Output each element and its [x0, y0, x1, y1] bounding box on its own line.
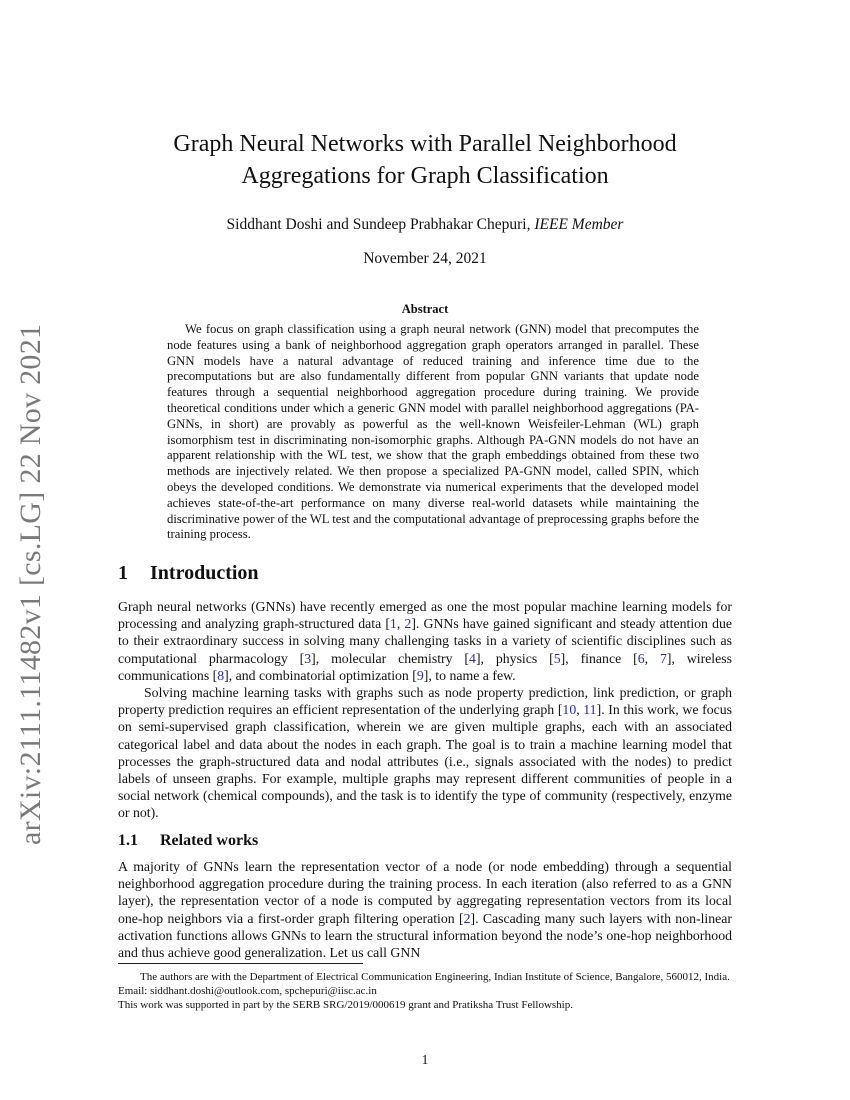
text-run: ], molecular chemistry [ — [311, 650, 470, 666]
section-number: 1 — [118, 562, 128, 584]
text-run: , — [396, 616, 405, 632]
text-run: A majority of GNNs learn the representation vector of a node (or node embedding) through a sequential neighborhood aggregation procedure during the training process. In each iteration (also referred to as a GNN layer), the representation vector of a node is computed by aggregating representation vectors from its local one-hop neighbors via a first-order graph filtering operation [ — [118, 859, 732, 926]
abstract-heading: Abstract — [401, 302, 449, 316]
text-run: ], wireless communications [ — [118, 650, 732, 683]
citation-link[interactable]: 1 — [389, 616, 397, 632]
citation-link[interactable]: 7 — [659, 650, 667, 666]
citation-link[interactable]: 9 — [416, 667, 424, 683]
citation-link[interactable]: 2 — [404, 616, 412, 632]
text-run: ]. GNNs have gained significant and steady attention due to their extraordinary success in solving many challenging tasks in a variety of scientific disciplines such as computational pharmacology [ — [118, 616, 732, 666]
footnote-divider — [118, 963, 363, 964]
citation-link[interactable]: 2 — [463, 910, 471, 926]
authors — [150, 216, 700, 234]
arxiv-identifier: arXiv:2111.11482v1 [cs.LG] 22 Nov 2021 — [14, 323, 47, 845]
section-number: 1.1 — [118, 832, 138, 849]
section-title: Introduction — [150, 562, 259, 584]
text-run: , — [644, 650, 660, 666]
citation-link[interactable]: 11 — [583, 702, 597, 718]
citation-link[interactable]: 8 — [217, 667, 225, 683]
abstract-body: We focus on graph classification using a graph neural network (GNN) model that precomputes the node features using a bank of neighborhood aggregation graph operators arranged in parallel. These GNN models have a natural advantage of reduced training and inference time due to the precomputations but are also fundamentally different from popular GNN variants that update node features through a sequential neighborhood aggregation procedure during training. We provide theoretical conditions under which a generic GNN model with parallel neighborhood aggregations (PA-GNNs, in short) are provably as powerful as the well-known Weisfeiler-Lehman (WL) graph isomorphism test in discriminating non-isomorphic graphs. Although PA-GNN models do not have an apparent relationship with the WL test, we show that the graph embeddings obtained from these two methods are injectively related. We then propose a specialized PA-GNN model, called SPIN, which obeys the developed conditions. We demonstrate via numerical experiments that the developed model achieves state-of-the-art performance on many diverse real-world datasets while maintaining the discriminative power of the WL test and the computational advantage of preprocessing graphs before the training process. — [167, 322, 699, 542]
citation-link[interactable]: 6 — [637, 650, 645, 666]
paper-title: Graph Neural Networks with Parallel Neighborhood Aggregations for Graph Classification — [173, 131, 677, 189]
text-run: ], to name a few. — [423, 667, 516, 683]
intro-paragraph-1 — [118, 598, 732, 684]
author-names: Siddhant Doshi and Sundeep Prabhakar Chepuri, — [226, 216, 535, 233]
text-run: ], physics [ — [475, 650, 554, 666]
intro-paragraph-2 — [118, 684, 732, 822]
citation-link[interactable]: 3 — [304, 650, 312, 666]
related-works-paragraph-1 — [118, 858, 732, 961]
section-title: Related works — [160, 832, 259, 849]
text-run: ]. In this work, we focus on semi-supervised graph classification, wherein we are given multiple graphs, each with an associated categorical label and data about the nodes in each graph. The goal is to train a machine learning model that processes the graph-structured data and nodal attributes (i.e., signals associated with the nodes) to predict labels of unseen graphs. For example, multiple graphs may represent different communities of people in a social network (chemical compounds), and the task is to identify the type of community (respectively, enzyme or not). — [118, 702, 732, 821]
footnotes — [118, 970, 732, 1012]
page-number: 1 — [421, 1052, 429, 1067]
text-run: ], finance [ — [560, 650, 638, 666]
citation-link[interactable]: 5 — [553, 650, 561, 666]
author-membership: IEEE Member — [534, 216, 624, 233]
paper-date: November 24, 2021 — [363, 250, 487, 267]
text-run: , — [576, 702, 584, 718]
text-run: Graph neural networks (GNNs) have recently emerged as one the most popular machine learning models for processing and analyzing graph-structured data [ — [118, 599, 732, 632]
text-run: Solving machine learning tasks with graphs such as node property prediction, link prediction, or graph property prediction requires an efficient representation of the underlying graph [ — [118, 685, 732, 718]
section-heading-introduction — [118, 562, 259, 585]
citation-link[interactable]: 10 — [562, 702, 577, 718]
text-run: ], and combinatorial optimization [ — [224, 667, 417, 683]
section-heading-related-works — [118, 832, 258, 850]
footnote-affiliation: The authors are with the Department of Electrical Communication Engineering, Indian Institute of Science, Bangalore, 560012, India. — [140, 971, 730, 983]
footnote-funding: This work was supported in part by the SERB SRG/2019/000619 grant and Pratiksha Trust Fellowship. — [118, 999, 573, 1011]
footnote-email: Email: siddhant.doshi@outlook.com, spchepuri@iisc.ac.in — [118, 985, 377, 997]
text-run: ]. Cascading many such layers with non-linear activation functions allows GNNs to learn the structural information beyond the node’s one-hop neighborhood and thus achieve good generalization. Let us call GNN — [118, 910, 732, 961]
citation-link[interactable]: 4 — [469, 650, 476, 666]
